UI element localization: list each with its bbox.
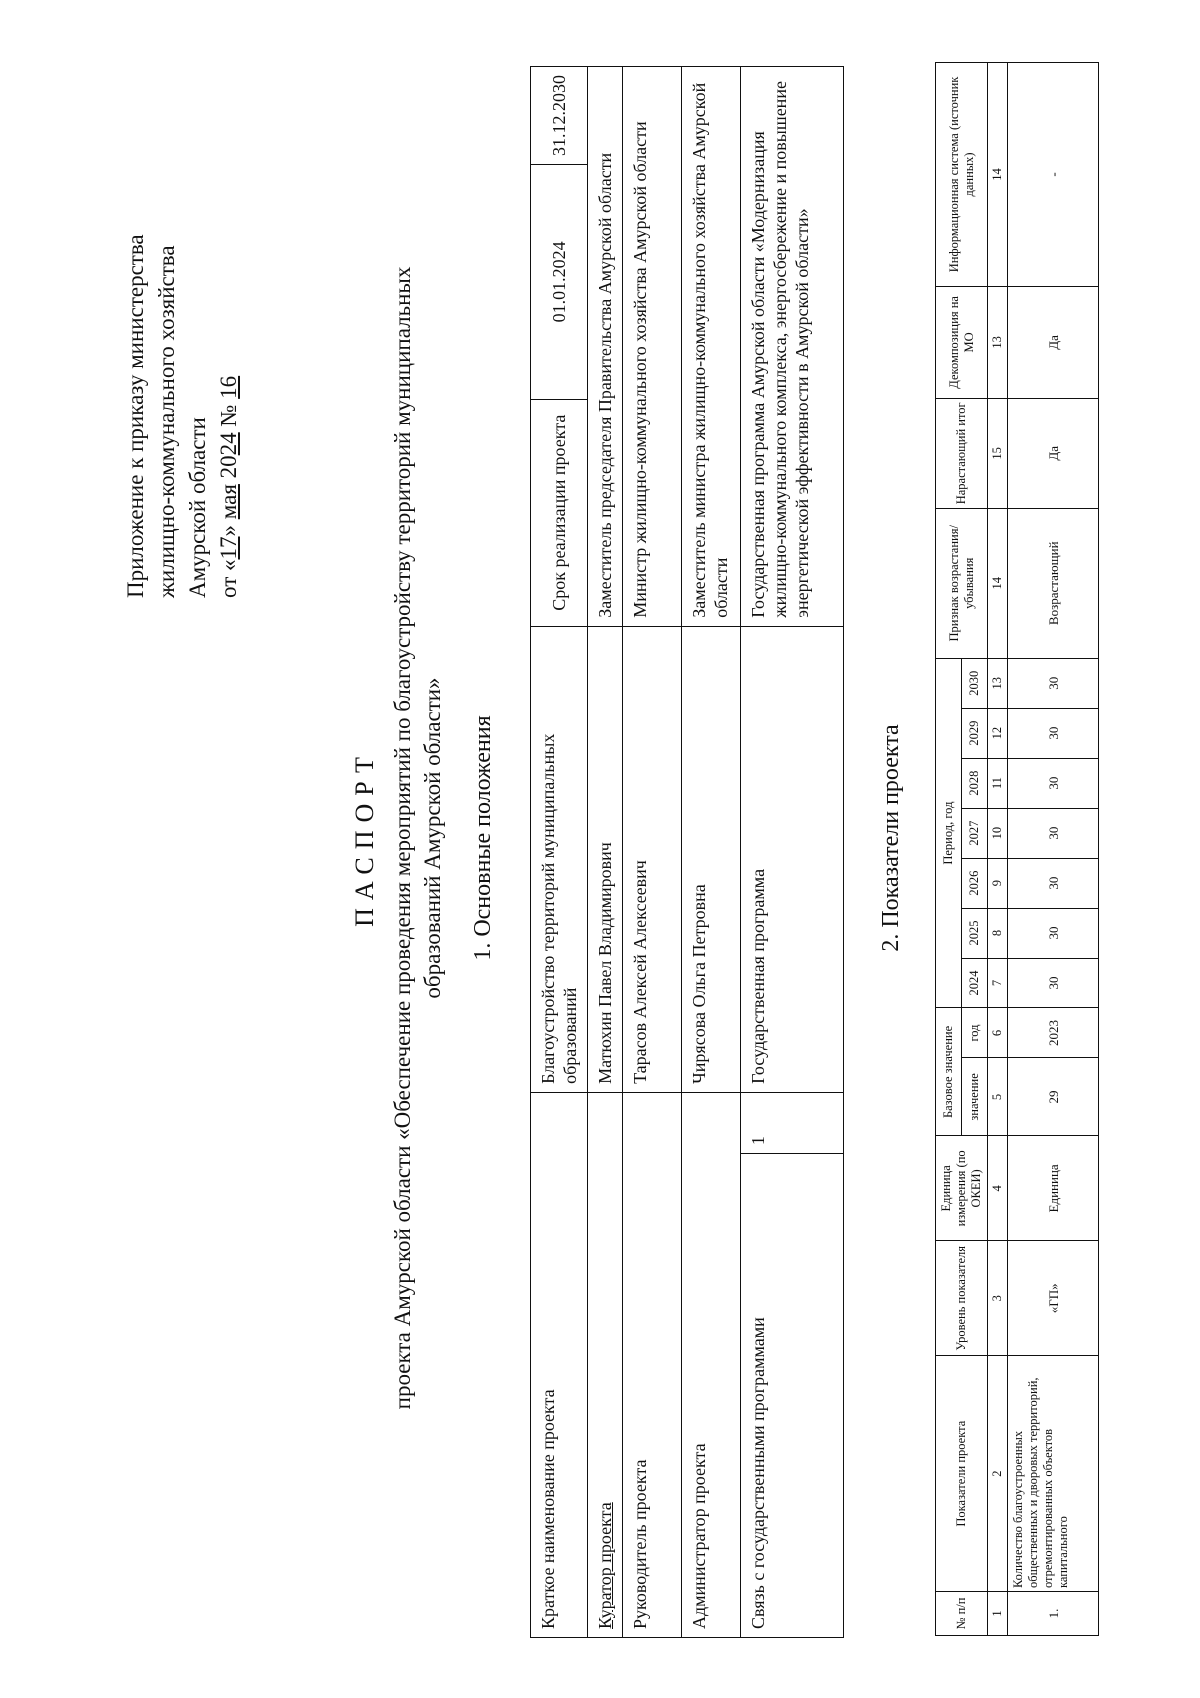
row-sign: Возрастающий [1008,508,1099,658]
header-num: № п/п [936,1592,988,1636]
row-name: Количество благоустроенных общественных и дворовых территорий, отремонтированных объектов капитального [1011,1377,1070,1589]
date-day: 17 [216,536,241,560]
curator-position: Заместитель председателя Правительства Амурской области [588,67,623,627]
header-period: Период, год [936,658,962,1008]
header-year: 2030 [962,658,988,708]
row-info: - [1008,63,1099,287]
header-year: 2025 [962,908,988,958]
row-value: 30 [1008,808,1099,858]
term-end: 31.12.2030 [531,67,588,165]
header-decomp: Декомпозиция на МО [936,286,988,398]
order-number: 16 [216,375,241,399]
table-row [623,67,682,1638]
header-base-value: значение [962,1058,988,1136]
section-2-title: 2. Показатели проекта [878,724,904,952]
appendix-line-3: Амурской области [185,417,210,598]
subtitle-line-2: образований Амурской области» [420,677,445,999]
document-subtitle [388,178,448,1498]
appendix-line-4 [213,78,244,598]
col-number: 11 [988,758,1008,808]
row-value: 30 [1008,958,1099,1008]
document-title: ПАСПОРТ [350,749,379,927]
col-number: 14 [988,508,1008,658]
col-number: 9 [988,858,1008,908]
term-start: 01.01.2024 [531,165,588,400]
header-unit: Единица измерения (по ОКЕИ) [936,1136,988,1241]
admin-position: Заместитель министра жилищно-коммунального хозяйства Амурской области [682,67,741,627]
header-level: Уровень показателя [936,1241,988,1356]
head-position: Министр жилищно-коммунального хозяйства Амурской области [623,67,682,627]
row-base-value: 29 [1008,1058,1099,1136]
col-number: 10 [988,808,1008,858]
header-cumulative: Нарастающий итог [936,398,988,508]
row-value: 30 [1008,858,1099,908]
col-number: 4 [988,1136,1008,1241]
curator-label: Куратор проекта [588,1092,623,1637]
link-value: Государственная программа Амурской области «Модернизация жилищно-коммунального комплекса, энергосбережение и повышение энергетической эффективности в Амурской области» [741,67,844,627]
col-number: 14 [988,63,1008,287]
column-numbers-row [988,63,1008,1636]
header-name: Показатели проекта [936,1356,988,1592]
indicators-table [935,62,1099,1636]
appendix-header [120,78,244,598]
short-name-value: Благоустройство территорий муниципальных образований [531,626,588,1092]
admin-label: Администратор проекта [682,1092,741,1637]
link-label: Связь с государственными программами [741,1154,844,1638]
header-year: 2029 [962,708,988,758]
col-number: 13 [988,658,1008,708]
row-value: 30 [1008,708,1099,758]
header-sign: Признак возрастания/ убывания [936,508,988,658]
curator-name: Матюхин Павел Владимирович [588,626,623,1092]
col-number: 5 [988,1058,1008,1136]
link-num: 1 [741,1092,844,1153]
date-prefix: от « [216,559,241,598]
col-number: 12 [988,708,1008,758]
term-label: Срок реализации проекта [531,399,588,626]
section-1-title: 1. Основные положения [470,715,496,961]
subtitle-line-1: проекта Амурской области «Обеспечение проведения мероприятий по благоустройству территорий муниципальных [390,266,415,1410]
table-row [936,63,962,1636]
date-year-prefix: 20 [216,455,241,485]
col-number: 7 [988,958,1008,1008]
row-value: 30 [1008,758,1099,808]
row-cumulative: Да [1008,398,1099,508]
link-type: Государственная программа [741,626,844,1092]
row-num: 1. [1008,1592,1099,1636]
head-name: Тарасов Алексей Алексеевич [623,626,682,1092]
header-year: 2028 [962,758,988,808]
table-row [741,67,844,1638]
col-number: 6 [988,1008,1008,1058]
header-info: Информационная система (источник данных) [936,63,988,287]
header-base-year: год [962,1008,988,1058]
appendix-line-2: жилищно-коммунального хозяйства [154,245,179,598]
col-number: 3 [988,1241,1008,1356]
header-year: 2027 [962,808,988,858]
date-month: мая [216,484,241,520]
row-decomp: Да [1008,286,1099,398]
row-value: 30 [1008,658,1099,708]
header-base: Базовое значение [936,1008,962,1136]
col-number: 1 [988,1592,1008,1636]
table-row [1008,63,1099,1636]
col-number: 13 [988,286,1008,398]
col-number: 2 [988,1356,1008,1592]
row-name-cell [1008,1356,1099,1592]
header-year: 2024 [962,958,988,1008]
order-no-label: № [216,398,241,433]
row-value: 30 [1008,908,1099,958]
admin-name: Чирясова Ольга Петровна [682,626,741,1092]
short-name-label: Краткое наименование проекта [531,1092,588,1637]
appendix-line-1: Приложение к приказу министерства [123,234,148,598]
table-row [682,67,741,1638]
date-mid: » [216,519,241,537]
col-number: 15 [988,398,1008,508]
basic-info-table [530,66,844,1638]
col-number: 8 [988,908,1008,958]
row-level: «ГП» [1008,1241,1099,1356]
table-row [531,67,588,1638]
header-year: 2026 [962,858,988,908]
row-base-year: 2023 [1008,1008,1099,1058]
head-label: Руководитель проекта [623,1092,682,1637]
row-unit: Единица [1008,1136,1099,1241]
date-year-suffix: 24 [216,432,241,456]
table-row [588,67,623,1638]
